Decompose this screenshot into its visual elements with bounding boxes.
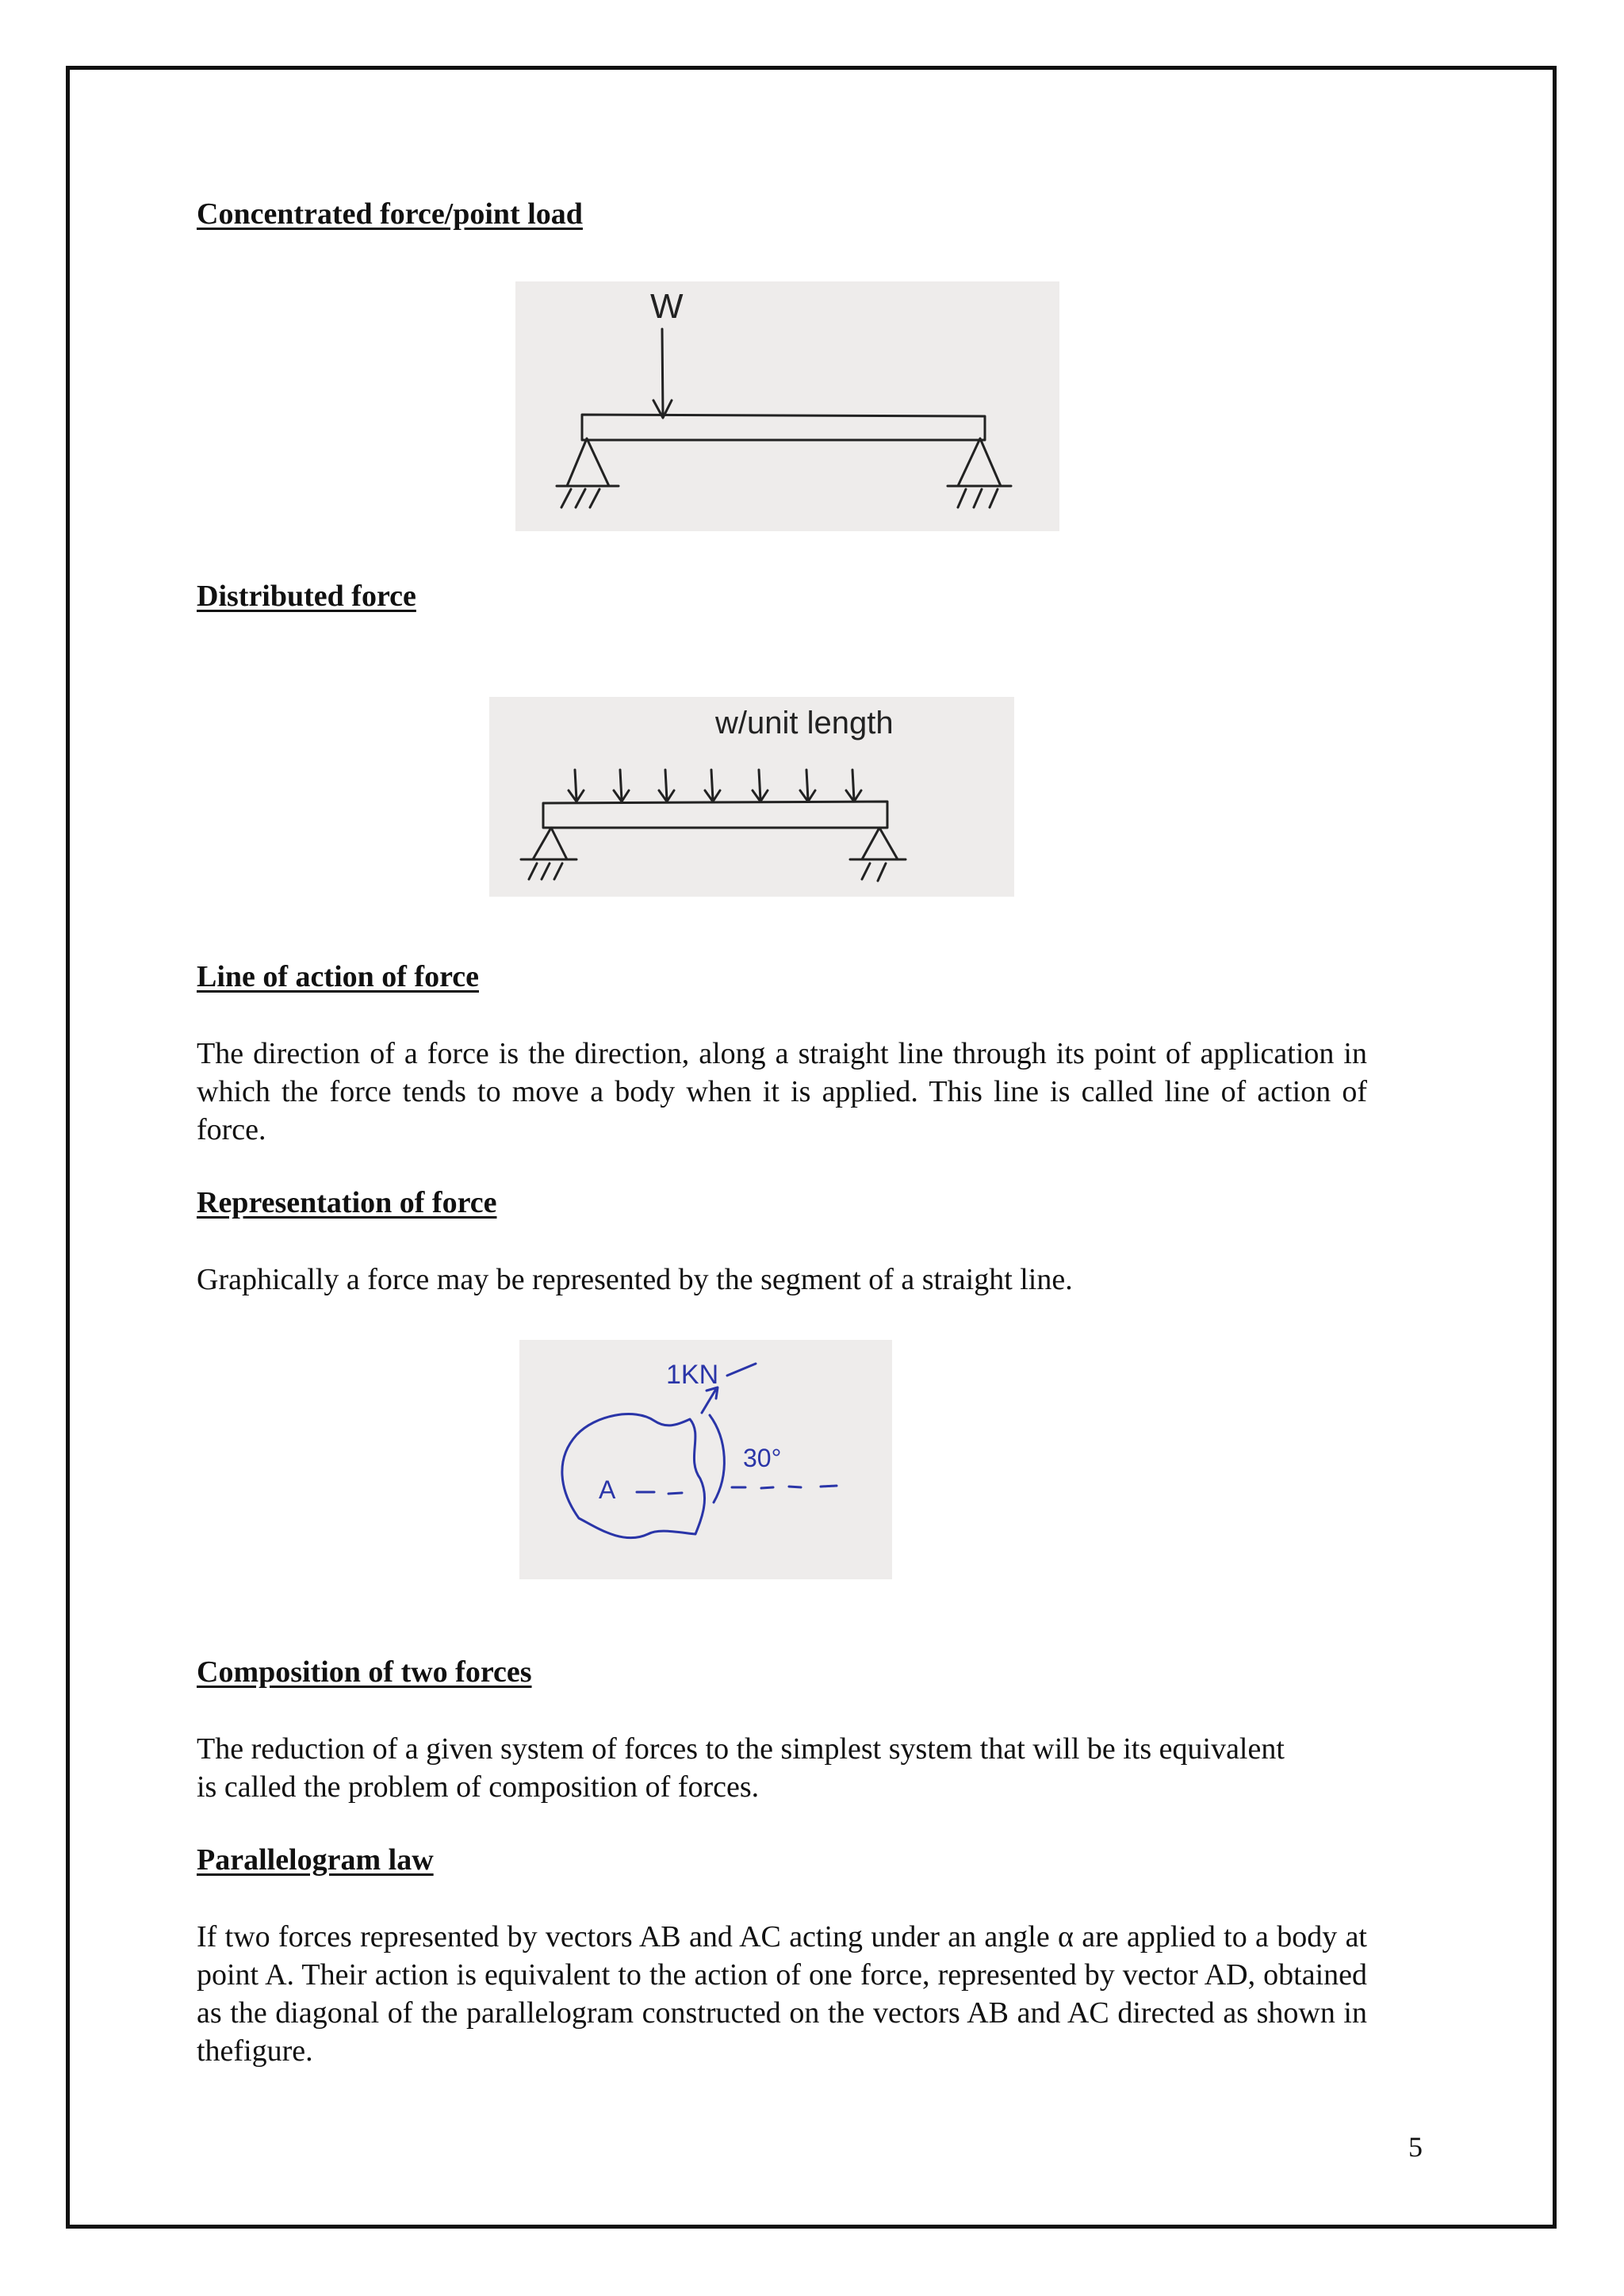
paragraph-composition: The reduction of a given system of forces to the simplest system that will be its equivalent is called the problem of composition of forces.	[197, 1732, 1285, 1804]
point-a-label: A	[599, 1475, 616, 1504]
load-label-w: W	[650, 287, 684, 326]
right-support	[958, 438, 1001, 486]
force-arrow	[702, 1387, 718, 1413]
heading-parallelogram-law: Parallelogram law	[197, 1843, 434, 1877]
right-support	[862, 828, 898, 859]
force-representation-sketch	[519, 1340, 892, 1579]
magnitude-label: 1KN	[666, 1360, 719, 1390]
beam	[543, 802, 887, 828]
heading-representation: Representation of force	[197, 1186, 497, 1219]
heading-point-load: Concentrated force/point load	[197, 197, 583, 231]
point-load-sketch	[515, 281, 1059, 531]
paragraph-parallelogram-law: If two forces represented by vectors AB and AC acting under an angle α are applied to a body at point A. Their action is equivalent to the action of one force, represented by vector AD, obtained as the diagonal of the parallelogram constructed on the vectors AB and AC directed as shown in thefigure.	[197, 1920, 1367, 2068]
load-arrow	[662, 329, 663, 416]
page-number: 5	[1408, 2131, 1423, 2163]
angle-label: 30°	[743, 1444, 782, 1472]
load-arrows	[569, 770, 861, 802]
paragraph-line-of-action: The direction of a force is the direction, along a straight line through its point of application in which the force tends to move a body when it is applied. This line is called line of action of force.	[197, 1037, 1367, 1146]
heading-composition: Composition of two forces	[197, 1655, 532, 1689]
left-support	[567, 438, 609, 486]
beam	[582, 415, 985, 440]
body-outline	[562, 1414, 705, 1538]
heading-distributed-force: Distributed force	[197, 580, 416, 613]
paragraph-representation: Graphically a force may be represented by the segment of a straight line.	[197, 1263, 1073, 1296]
distributed-load-label: w/unit length	[715, 706, 894, 740]
angle-arc	[710, 1415, 724, 1502]
left-support	[533, 828, 567, 859]
heading-line-of-action: Line of action of force	[197, 960, 479, 993]
distributed-load-sketch	[489, 697, 1014, 897]
